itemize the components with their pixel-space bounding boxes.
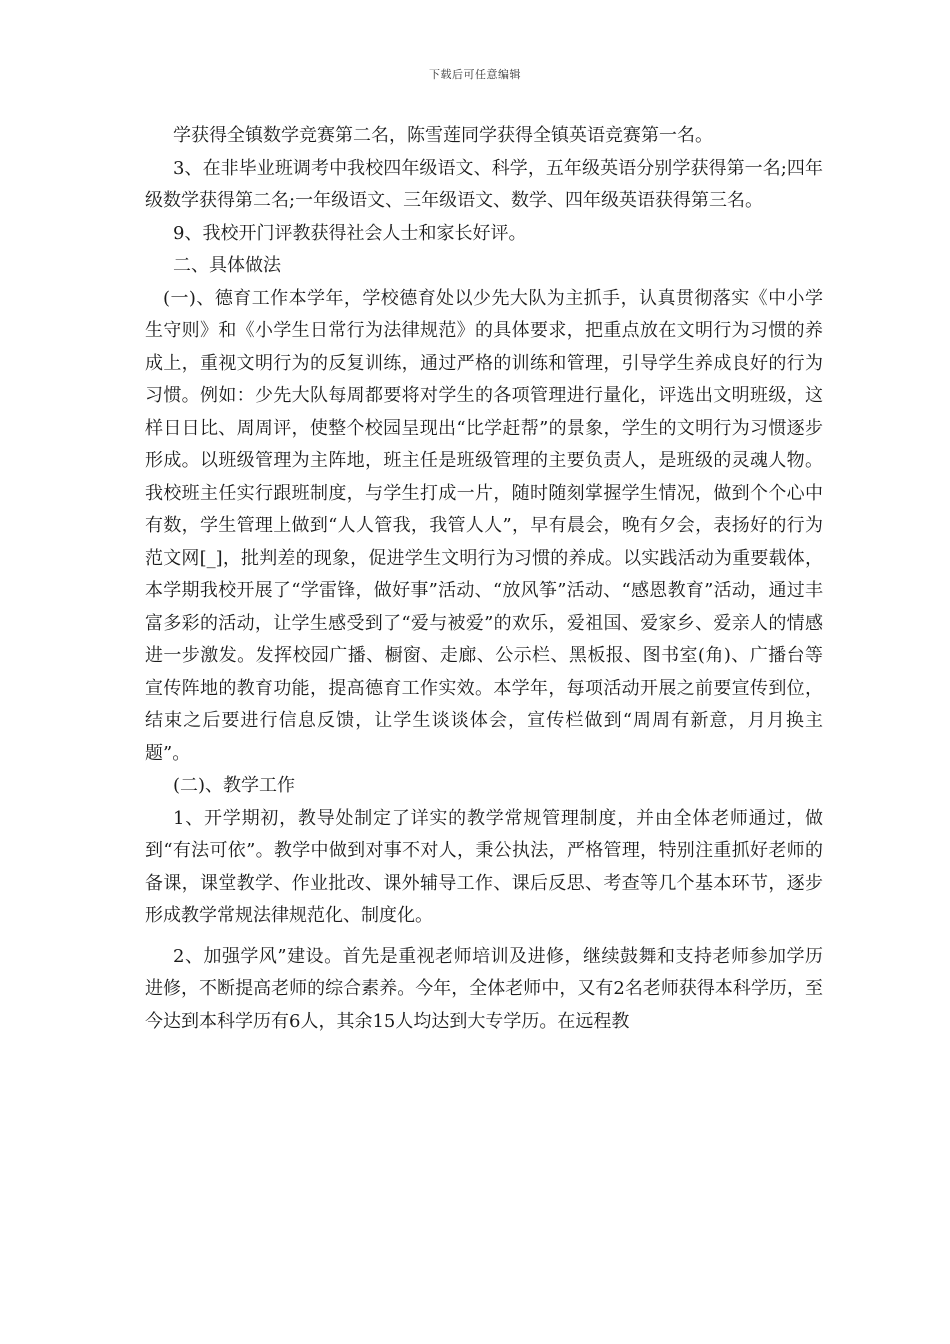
section-heading-practices: 二、具体做法	[173, 255, 281, 276]
paragraph-open-evaluation: 9、我校开门评教获得社会人士和家长好评。	[173, 222, 527, 244]
paragraph-exam-rankings: 3、在非毕业班调考中我校四年级语文、科学，五年级英语分别学获得第一名;四年级数学获得第二名;一年级语文、三年级语文、数学、四年级英语获得第三名。	[145, 157, 823, 211]
paragraph-moral-education: (一)、德育工作本学年，学校德育处以少先大队为主抓手，认真贯彻落实《中小学生守则》和《小学生日常行为法律规范》的具体要求，把重点放在文明行为习惯的养成上，重视文明行为的反复训练，通过严格的训练和管理，引导学生养成良好的行为习惯。例如：少先大队每周都要将对学生的各项管理进行量化，评选出文明班级，这样日日比、周周评，使整个校园呈现出“比学赶帮”的景象，学生的文明行为习惯逐步形成。以班级管理为主阵地，班主任是班级管理的主要负责人，是班级的灵魂人物。我校班主任实行跟班制度，与学生打成一片，随时随刻掌握学生情况，做到个个心中有数，学生管理上做到“人人管我，我管人人”，早有晨会，晚有夕会，表扬好的行为范文网[_]，批判差的现象，促进学生文明行为习惯的养成。以实践活动为重要载体，本学期我校开展了“学雷锋，做好事”活动、“放风筝”活动、“感恩教育”活动，通过丰富多彩的活动，让学生感受到了“爱与被爱”的欢乐，爱祖国、爱家乡、爱亲人的情感进一步激发。发挥校园广播、橱窗、走廊、公示栏、黑板报、图书室(角)、广播台等宣传阵地的教育功能，提高德育工作实效。本学年，每项活动开展之前要宣传到位，结束之后要进行信息反馈，让学生谈谈体会，宣传栏做到“周周有新意，月月换主题”。	[145, 287, 823, 764]
paragraph-competition-result: 学获得全镇数学竞赛第二名，陈雪莲同学获得全镇英语竞赛第一名。	[173, 125, 713, 146]
page-header: 下载后可任意编辑	[429, 68, 521, 81]
paragraph-teaching-rules: 1、开学期初，教导处制定了详实的教学常规管理制度，并由全体老师通过，做到“有法可依”。教学中做到对事不对人，秉公执法，严格管理，特别注重抓好老师的备课，课堂教学、作业批改、课外辅导工作、课后反思、考查等几个基本环节，逐步形成教学常规法律规范化、制度化。	[145, 807, 823, 926]
paragraph-study-style: 2、加强学风”建设。首先是重视老师培训及进修，继续鼓舞和支持老师参加学历进修，不断提高老师的综合素养。今年，全体老师中，又有2名老师获得本科学历，至今达到本科学历有6人，其余15人均达到大专学历。在远程教	[145, 945, 823, 1032]
document-body	[145, 120, 823, 1038]
section-heading-teaching: (二)、教学工作	[173, 775, 296, 796]
